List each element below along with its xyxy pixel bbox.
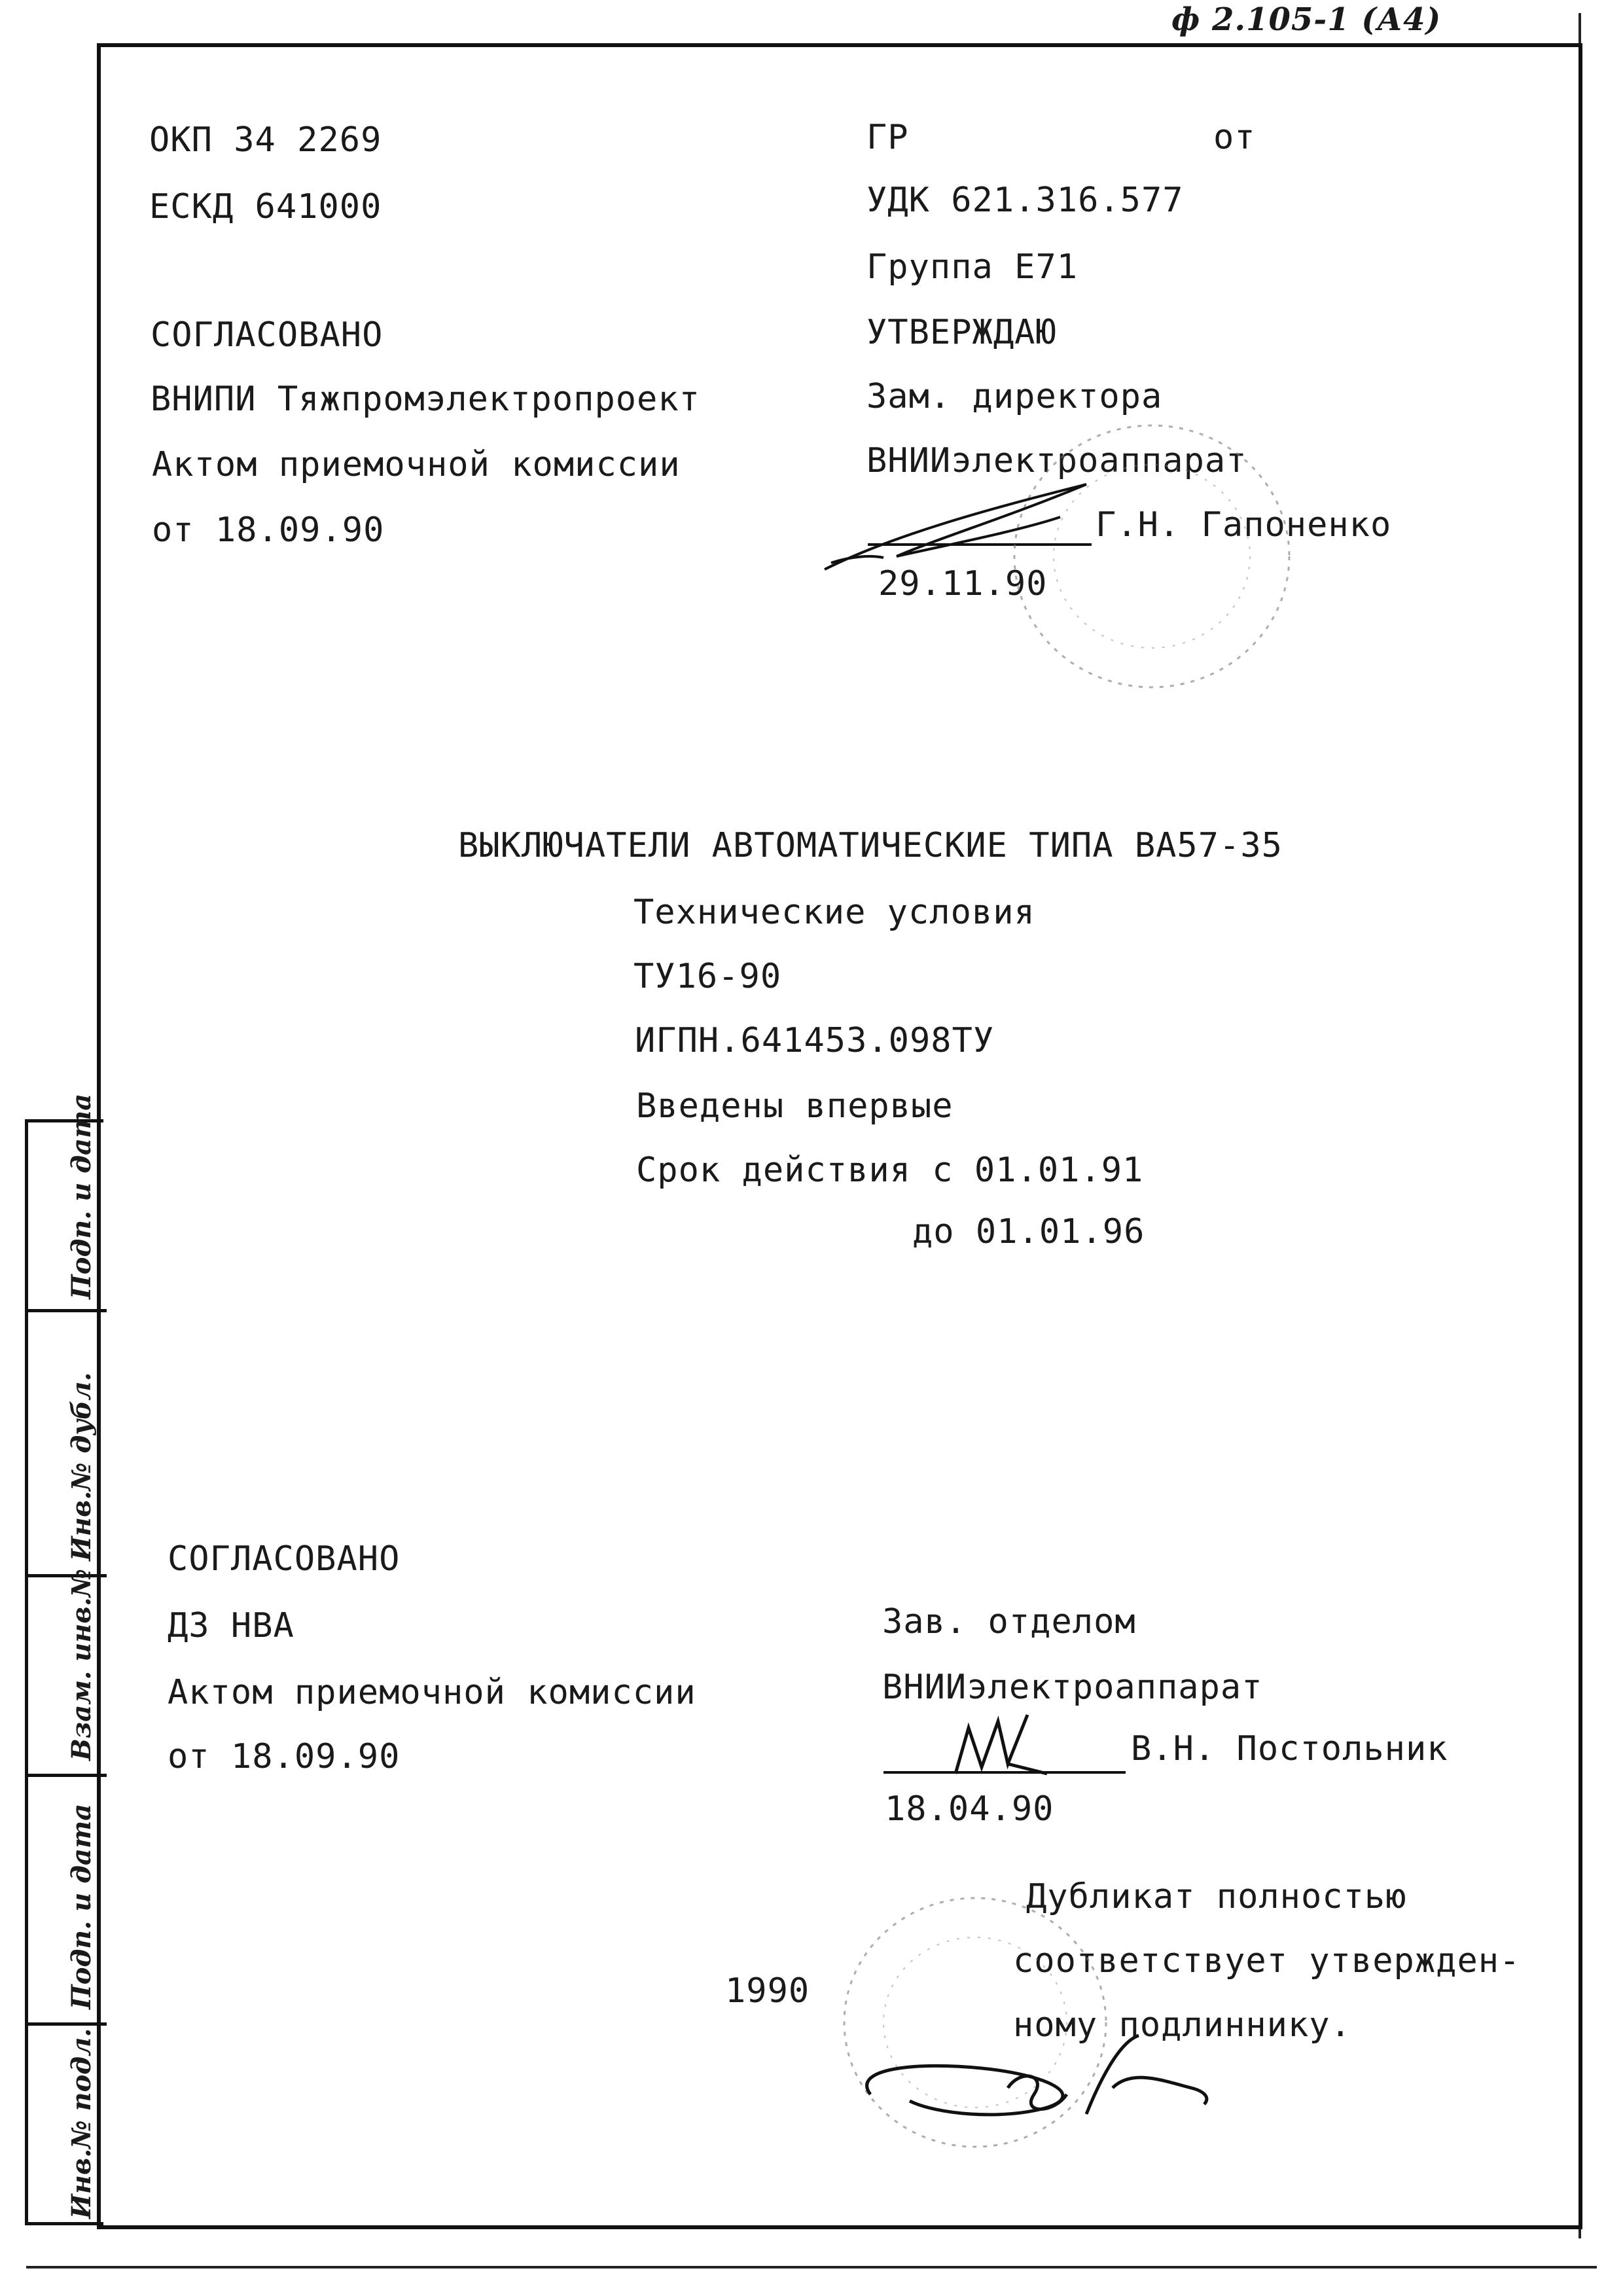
gr-label: ГР: [866, 118, 909, 157]
year: 1990: [725, 1971, 810, 2011]
agreed-label: СОГЛАСОВАНО: [151, 315, 383, 355]
validity-to: до 01.01.96: [912, 1212, 1145, 1251]
side-sign-date-1: Подп. и дата: [66, 1093, 97, 1299]
okp-code: ОКП 34 2269: [149, 120, 382, 160]
side-sign-date-2: Подп. и дата: [66, 1803, 97, 2009]
designation-code: ИГПН.641453.098ТУ: [635, 1021, 995, 1060]
document-title: ВЫКЛЮЧАТЕЛИ АВТОМАТИЧЕСКИЕ ТИПА ВА57-35: [458, 826, 1283, 865]
page-bottom-line: [26, 2266, 1597, 2269]
side-dup-inv: Инв.№ дубл.: [66, 1372, 97, 1561]
validity-from: Срок действия с 01.01.91: [636, 1151, 1144, 1190]
head-position: Зав. отделом: [882, 1602, 1136, 1641]
agreed-date: от 18.09.90: [152, 511, 385, 550]
approver-name: Г.Н. Гапоненко: [1096, 505, 1392, 545]
acceptance-act-2: Актом приемочной комиссии: [168, 1673, 696, 1712]
side-orig-inv: Инв.№ подл.: [66, 2028, 97, 2219]
group-code: Группа Е71: [866, 247, 1079, 287]
duplicate-line-1: Дубликат полностью: [1026, 1877, 1407, 1916]
approval-date: 29.11.90: [878, 564, 1048, 603]
document-subtitle: Технические условия: [633, 893, 1035, 932]
head-date: 18.04.90: [885, 1789, 1054, 1829]
duplicate-line-2: соответствует утвержден-: [1013, 1941, 1521, 1981]
side-replace-inv: Взам. инв.№: [66, 1568, 97, 1761]
approver-org: ВНИИэлектроаппарат: [866, 441, 1247, 480]
approver-position: Зам. директора: [866, 377, 1163, 416]
duplicate-stamp-and-signature: [838, 1872, 1335, 2212]
head-signature: [942, 1702, 1099, 1787]
agreed-org: ВНИПИ Тяжпромэлектропроект: [151, 380, 700, 419]
form-mark: ф 2.105-1 (А4): [1171, 1, 1442, 38]
approve-label: УТВЕРЖДАЮ: [866, 313, 1057, 352]
tu-number: ТУ16-90: [633, 957, 782, 996]
duplicate-line-3: ному подлиннику.: [1013, 2005, 1351, 2045]
agreed-org-2: ДЗ НВА: [168, 1606, 294, 1645]
udk-code: УДК 621.316.577: [866, 181, 1184, 220]
agreed-label-2: СОГЛАСОВАНО: [168, 1539, 401, 1579]
head-name: В.Н. Постольник: [1131, 1729, 1448, 1768]
head-org: ВНИИэлектроаппарат: [882, 1668, 1263, 1707]
agreed-date-2: от 18.09.90: [168, 1737, 401, 1776]
acceptance-act: Актом приемочной комиссии: [152, 445, 681, 484]
introduced-note: Введены впервые: [636, 1086, 954, 1126]
eskd-code: ЕСКД 641000: [149, 187, 382, 226]
approval-stamp-and-signature: [812, 406, 1309, 707]
gr-from-label: от: [1213, 118, 1256, 157]
side-registration-column: [25, 1093, 103, 2225]
